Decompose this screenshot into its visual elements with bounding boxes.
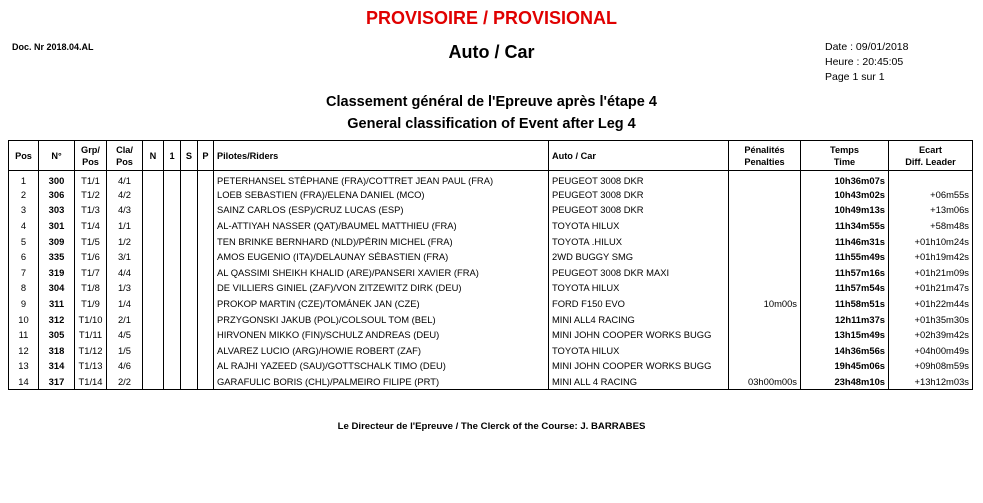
cell-drivers: AMOS EUGENIO (ITA)/DELAUNAY SÉBASTIEN (FRA): [214, 249, 549, 265]
cell-p: [198, 327, 214, 343]
cell-class-pos: 1/4: [107, 296, 143, 312]
cell-s: [181, 327, 198, 343]
cell-penalties: [729, 218, 801, 234]
cell-drivers: PRZYGONSKI JAKUB (POL)/COLSOUL TOM (BEL): [214, 311, 549, 327]
document-time: Heure : 20:45:05: [825, 56, 904, 68]
provisional-status: PROVISOIRE / PROVISIONAL: [365, 8, 618, 28]
cell-class-pos: 4/4: [107, 265, 143, 281]
cell-group-pos: T1/13: [75, 358, 107, 374]
cell-gap: +01h19m42s: [889, 249, 973, 265]
cell-s: [181, 171, 198, 187]
cell-n: [143, 296, 164, 312]
table-row: [9, 374, 973, 390]
col-header-n: N: [143, 141, 164, 171]
cell-group-pos: T1/4: [75, 218, 107, 234]
cell-p: [198, 249, 214, 265]
table-header-row: [9, 141, 973, 171]
cell-number: 300: [39, 171, 75, 187]
cell-car: PEUGEOT 3008 DKR: [549, 202, 729, 218]
cell-group-pos: T1/9: [75, 296, 107, 312]
cell-number: 305: [39, 327, 75, 343]
cell-penalties: [729, 171, 801, 187]
col-header-time: Temps Time: [801, 141, 889, 171]
cell-n: [143, 327, 164, 343]
cell-time: 10h36m07s: [801, 171, 889, 187]
cell-penalties: 03h00m00s: [729, 374, 801, 390]
cell-time: 11h57m54s: [801, 280, 889, 296]
cell-number: 314: [39, 358, 75, 374]
cell-car: TOYOTA .HILUX: [549, 233, 729, 249]
cell-class-pos: 4/3: [107, 202, 143, 218]
title-french: Classement général de l'Epreuve après l'étape 4: [326, 94, 657, 110]
cell-time: 12h11m37s: [801, 311, 889, 327]
cell-number: 303: [39, 202, 75, 218]
cell-n: [143, 358, 164, 374]
cell-time: 14h36m56s: [801, 343, 889, 359]
cell-penalties: [729, 311, 801, 327]
cell-n: [143, 202, 164, 218]
cell-car: 2WD BUGGY SMG: [549, 249, 729, 265]
document-number: Doc. Nr 2018.04.AL: [12, 42, 94, 52]
cell-1: [164, 218, 181, 234]
cell-group-pos: T1/11: [75, 327, 107, 343]
cell-class-pos: 1/3: [107, 280, 143, 296]
cell-car: MINI JOHN COOPER WORKS BUGG: [549, 358, 729, 374]
cell-number: 306: [39, 187, 75, 203]
cell-number: 309: [39, 233, 75, 249]
cell-gap: +06m55s: [889, 187, 973, 203]
cell-pos: 1: [9, 171, 39, 187]
cell-pos: 12: [9, 343, 39, 359]
cell-gap: +01h22m44s: [889, 296, 973, 312]
cell-p: [198, 280, 214, 296]
cell-p: [198, 202, 214, 218]
cell-p: [198, 187, 214, 203]
cell-p: [198, 374, 214, 390]
cell-class-pos: 2/1: [107, 311, 143, 327]
cell-penalties: [729, 358, 801, 374]
cell-group-pos: T1/6: [75, 249, 107, 265]
cell-pos: 10: [9, 311, 39, 327]
classification-table: [8, 140, 973, 390]
table-row: [9, 296, 973, 312]
cell-drivers: SAINZ CARLOS (ESP)/CRUZ LUCAS (ESP): [214, 202, 549, 218]
cell-number: 319: [39, 265, 75, 281]
cell-p: [198, 218, 214, 234]
cell-car: PEUGEOT 3008 DKR MAXI: [549, 265, 729, 281]
cell-time: 10h49m13s: [801, 202, 889, 218]
table-row: [9, 343, 973, 359]
col-header-gap: Ecart Diff. Leader: [889, 141, 973, 171]
cell-p: [198, 343, 214, 359]
cell-drivers: PROKOP MARTIN (CZE)/TOMÁNEK JAN (CZE): [214, 296, 549, 312]
cell-class-pos: 2/2: [107, 374, 143, 390]
table-row: [9, 249, 973, 265]
table-row: [9, 202, 973, 218]
cell-s: [181, 187, 198, 203]
cell-group-pos: T1/3: [75, 202, 107, 218]
cell-pos: 11: [9, 327, 39, 343]
cell-s: [181, 249, 198, 265]
cell-time: 19h45m06s: [801, 358, 889, 374]
cell-gap: +02h39m42s: [889, 327, 973, 343]
table-row: [9, 311, 973, 327]
cell-pos: 3: [9, 202, 39, 218]
cell-number: 317: [39, 374, 75, 390]
col-header-1: 1: [164, 141, 181, 171]
cell-pos: 14: [9, 374, 39, 390]
cell-1: [164, 343, 181, 359]
table-row: [9, 265, 973, 281]
cell-n: [143, 311, 164, 327]
cell-s: [181, 374, 198, 390]
cell-car: MINI ALL 4 RACING: [549, 374, 729, 390]
document-date: Date : 09/01/2018: [825, 41, 909, 53]
cell-time: 10h43m02s: [801, 187, 889, 203]
cell-penalties: [729, 233, 801, 249]
cell-pos: 9: [9, 296, 39, 312]
table-row: [9, 280, 973, 296]
cell-pos: 7: [9, 265, 39, 281]
cell-gap: +01h10m24s: [889, 233, 973, 249]
col-header-car: Auto / Car: [549, 141, 729, 171]
cell-n: [143, 374, 164, 390]
cell-gap: +09h08m59s: [889, 358, 973, 374]
cell-group-pos: T1/8: [75, 280, 107, 296]
cell-number: 312: [39, 311, 75, 327]
cell-p: [198, 265, 214, 281]
cell-drivers: AL-ATTIYAH NASSER (QAT)/BAUMEL MATTHIEU (FRA): [214, 218, 549, 234]
cell-car: MINI JOHN COOPER WORKS BUGG: [549, 327, 729, 343]
cell-time: 11h46m31s: [801, 233, 889, 249]
cell-pos: 4: [9, 218, 39, 234]
cell-group-pos: T1/12: [75, 343, 107, 359]
table-row: [9, 171, 973, 187]
cell-car: TOYOTA HILUX: [549, 280, 729, 296]
table-row: [9, 327, 973, 343]
cell-group-pos: T1/7: [75, 265, 107, 281]
cell-p: [198, 171, 214, 187]
cell-1: [164, 327, 181, 343]
cell-penalties: [729, 343, 801, 359]
cell-number: 335: [39, 249, 75, 265]
cell-n: [143, 343, 164, 359]
cell-gap: +13m06s: [889, 202, 973, 218]
cell-gap: [889, 171, 973, 187]
cell-gap: +01h35m30s: [889, 311, 973, 327]
cell-penalties: [729, 187, 801, 203]
cell-pos: 2: [9, 187, 39, 203]
cell-1: [164, 296, 181, 312]
cell-1: [164, 187, 181, 203]
cell-p: [198, 296, 214, 312]
cell-n: [143, 233, 164, 249]
cell-gap: +01h21m09s: [889, 265, 973, 281]
cell-time: 11h55m49s: [801, 249, 889, 265]
cell-1: [164, 171, 181, 187]
cell-penalties: [729, 202, 801, 218]
cell-pos: 13: [9, 358, 39, 374]
col-header-number: N°: [39, 141, 75, 171]
cell-penalties: [729, 327, 801, 343]
cell-drivers: HIRVONEN MIKKO (FIN)/SCHULZ ANDREAS (DEU): [214, 327, 549, 343]
cell-s: [181, 218, 198, 234]
cell-s: [181, 311, 198, 327]
cell-penalties: [729, 249, 801, 265]
cell-n: [143, 249, 164, 265]
col-header-pos: Pos: [9, 141, 39, 171]
cell-class-pos: 4/5: [107, 327, 143, 343]
cell-group-pos: T1/14: [75, 374, 107, 390]
cell-n: [143, 187, 164, 203]
cell-drivers: AL QASSIMI SHEIKH KHALID (ARE)/PANSERI XAVIER (FRA): [214, 265, 549, 281]
cell-class-pos: 4/6: [107, 358, 143, 374]
cell-class-pos: 4/1: [107, 171, 143, 187]
cell-p: [198, 358, 214, 374]
cell-p: [198, 233, 214, 249]
col-header-s: S: [181, 141, 198, 171]
cell-time: 13h15m49s: [801, 327, 889, 343]
cell-time: 11h34m55s: [801, 218, 889, 234]
cell-pos: 5: [9, 233, 39, 249]
col-header-group: Grp/ Pos: [75, 141, 107, 171]
page-number: Page 1 sur 1: [825, 71, 885, 83]
cell-time: 23h48m10s: [801, 374, 889, 390]
cell-car: PEUGEOT 3008 DKR: [549, 187, 729, 203]
cell-car: FORD F150 EVO: [549, 296, 729, 312]
cell-1: [164, 280, 181, 296]
cell-1: [164, 374, 181, 390]
cell-class-pos: 4/2: [107, 187, 143, 203]
cell-gap: +58m48s: [889, 218, 973, 234]
cell-drivers: PETERHANSEL STÉPHANE (FRA)/COTTRET JEAN PAUL (FRA): [214, 171, 549, 187]
cell-group-pos: T1/5: [75, 233, 107, 249]
cell-n: [143, 171, 164, 187]
cell-car: TOYOTA HILUX: [549, 218, 729, 234]
results-body: [9, 171, 973, 390]
cell-time: 11h57m16s: [801, 265, 889, 281]
cell-pos: 6: [9, 249, 39, 265]
cell-drivers: AL RAJHI YAZEED (SAU)/GOTTSCHALK TIMO (DEU): [214, 358, 549, 374]
cell-drivers: DE VILLIERS GINIEL (ZAF)/VON ZITZEWITZ DIRK (DEU): [214, 280, 549, 296]
cell-number: 301: [39, 218, 75, 234]
cell-1: [164, 202, 181, 218]
cell-group-pos: T1/1: [75, 171, 107, 187]
col-header-drivers: Pilotes/Riders: [214, 141, 549, 171]
cell-drivers: LOEB SEBASTIEN (FRA)/ELENA DANIEL (MCO): [214, 187, 549, 203]
cell-group-pos: T1/2: [75, 187, 107, 203]
cell-drivers: TEN BRINKE BERNHARD (NLD)/PÉRIN MICHEL (FRA): [214, 233, 549, 249]
cell-n: [143, 218, 164, 234]
cell-s: [181, 296, 198, 312]
category-title: Auto / Car: [448, 42, 535, 62]
table-row: [9, 187, 973, 203]
cell-gap: +01h21m47s: [889, 280, 973, 296]
clerk-of-course-footer: Le Directeur de l'Epreuve / The Clerck of the Course: J. BARRABES: [337, 421, 646, 432]
cell-gap: +13h12m03s: [889, 374, 973, 390]
cell-car: PEUGEOT 3008 DKR: [549, 171, 729, 187]
cell-s: [181, 265, 198, 281]
cell-penalties: [729, 265, 801, 281]
col-header-p: P: [198, 141, 214, 171]
cell-number: 304: [39, 280, 75, 296]
cell-s: [181, 343, 198, 359]
cell-class-pos: 1/5: [107, 343, 143, 359]
cell-1: [164, 265, 181, 281]
document-meta: [825, 40, 908, 85]
cell-number: 311: [39, 296, 75, 312]
cell-number: 318: [39, 343, 75, 359]
cell-gap: +04h00m49s: [889, 343, 973, 359]
cell-1: [164, 311, 181, 327]
cell-s: [181, 233, 198, 249]
cell-drivers: ALVAREZ LUCIO (ARG)/HOWIE ROBERT (ZAF): [214, 343, 549, 359]
table-row: [9, 218, 973, 234]
cell-penalties: [729, 280, 801, 296]
cell-n: [143, 280, 164, 296]
cell-penalties: 10m00s: [729, 296, 801, 312]
cell-1: [164, 249, 181, 265]
cell-class-pos: 1/1: [107, 218, 143, 234]
cell-drivers: GARAFULIC BORIS (CHL)/PALMEIRO FILIPE (PRT): [214, 374, 549, 390]
cell-p: [198, 311, 214, 327]
title-english: General classification of Event after Leg 4: [347, 116, 636, 132]
col-header-penalties: Pénalités Penalties: [729, 141, 801, 171]
cell-s: [181, 358, 198, 374]
table-row: [9, 358, 973, 374]
cell-time: 11h58m51s: [801, 296, 889, 312]
col-header-class: Cla/ Pos: [107, 141, 143, 171]
cell-1: [164, 358, 181, 374]
cell-car: MINI ALL4 RACING: [549, 311, 729, 327]
cell-class-pos: 1/2: [107, 233, 143, 249]
cell-car: TOYOTA HILUX: [549, 343, 729, 359]
cell-class-pos: 3/1: [107, 249, 143, 265]
cell-group-pos: T1/10: [75, 311, 107, 327]
cell-s: [181, 202, 198, 218]
cell-pos: 8: [9, 280, 39, 296]
table-row: [9, 233, 973, 249]
cell-s: [181, 280, 198, 296]
cell-1: [164, 233, 181, 249]
cell-n: [143, 265, 164, 281]
